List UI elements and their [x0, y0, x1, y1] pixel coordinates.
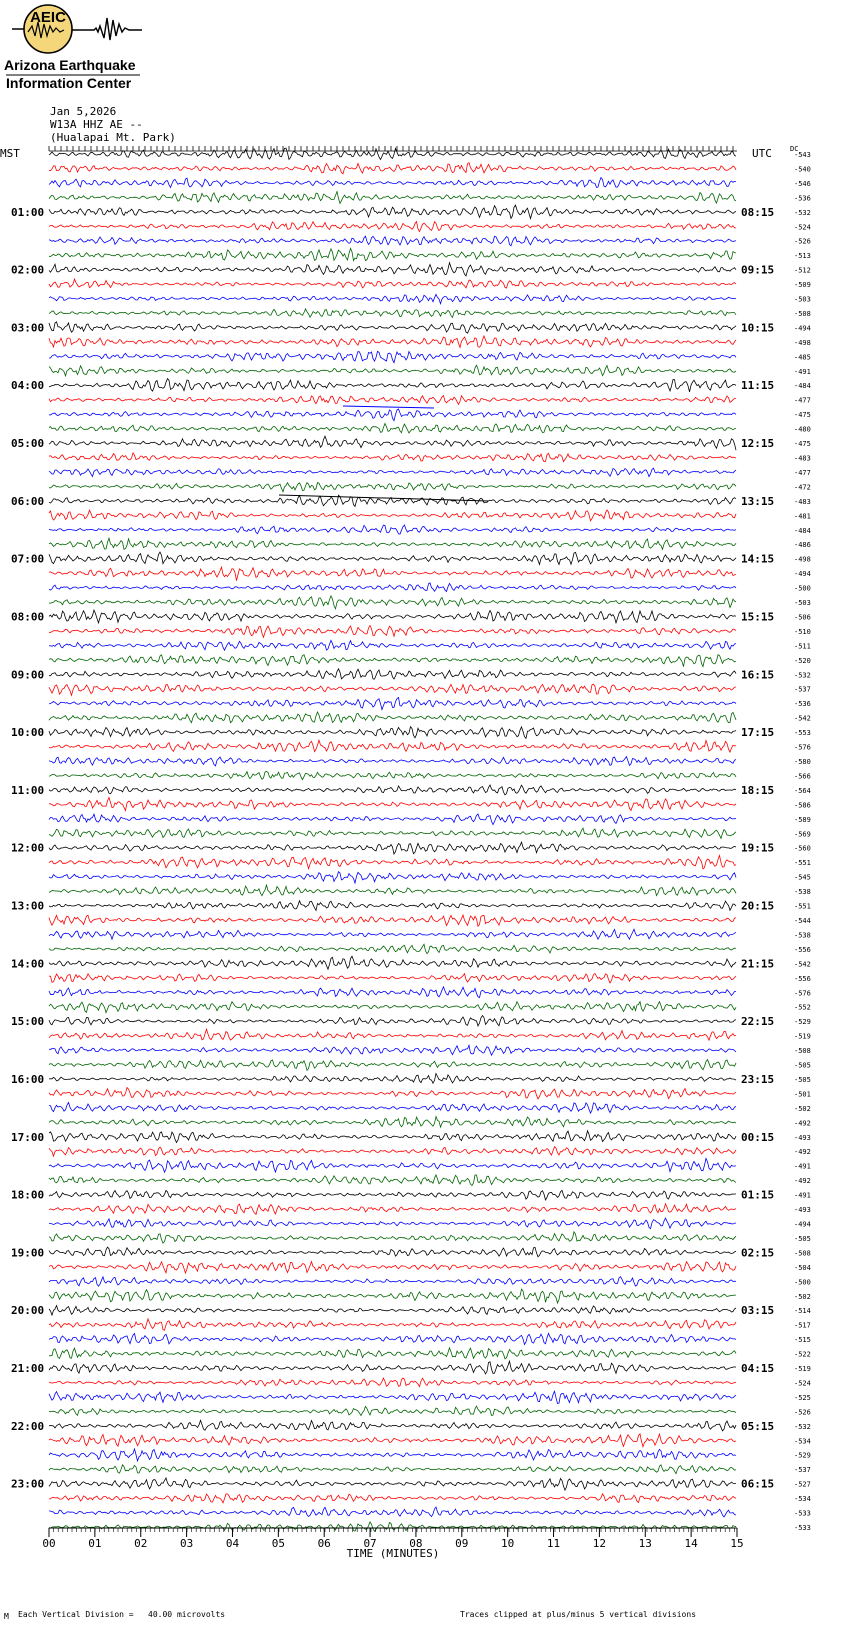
trace-line-4	[49, 205, 736, 218]
utc-time-label-8: 16:15	[741, 668, 775, 682]
dc-offset-label-63: -505	[794, 1061, 811, 1070]
dc-offset-label-86: -525	[794, 1393, 811, 1402]
mst-time-label-22: 23:00	[11, 1477, 45, 1491]
trace-line-12	[49, 322, 736, 333]
trace-line-72	[49, 1190, 736, 1200]
dc-offset-label-58: -576	[794, 989, 811, 998]
utc-time-label-0: 08:15	[741, 205, 775, 219]
trace-line-37	[49, 684, 736, 695]
header-station: W13A HHZ AE --	[50, 118, 143, 131]
dc-offset-label-61: -519	[794, 1032, 811, 1041]
utc-time-label-22: 06:15	[741, 1477, 775, 1491]
trace-line-70	[49, 1158, 736, 1172]
trace-line-25	[49, 510, 736, 521]
dc-offset-label-47: -569	[794, 830, 811, 839]
trace-line-63	[49, 1060, 736, 1071]
trace-line-57	[49, 974, 736, 983]
trace-line-16	[49, 379, 736, 392]
dc-offset-label-92: -527	[794, 1480, 811, 1489]
mst-time-label-0: 01:00	[11, 205, 45, 219]
mst-time-label-14: 15:00	[11, 1015, 45, 1029]
dc-offset-label-22: -477	[794, 468, 811, 477]
dc-offset-label-90: -529	[794, 1451, 811, 1460]
mst-time-label-12: 13:00	[11, 899, 45, 913]
trace-line-68	[49, 1131, 736, 1143]
trace-gap-segment-2	[279, 495, 488, 501]
trace-line-79	[49, 1289, 736, 1303]
trace-line-3	[49, 192, 736, 204]
trace-line-82	[49, 1333, 736, 1344]
dc-offset-label-69: -492	[794, 1148, 811, 1157]
trace-line-1	[49, 163, 736, 174]
dc-offset-label-78: -500	[794, 1278, 811, 1287]
dc-offset-label-60: -529	[794, 1018, 811, 1027]
dc-offset-label-76: -508	[794, 1249, 811, 1258]
dc-offset-label-51: -538	[794, 888, 811, 897]
trace-line-94	[49, 1507, 736, 1517]
dc-offset-label-19: -480	[794, 425, 811, 434]
x-tick-label-03: 03	[179, 1537, 194, 1550]
trace-line-86	[49, 1391, 736, 1403]
dc-offset-label-1: -540	[794, 165, 811, 174]
utc-time-label-18: 02:15	[741, 1246, 775, 1260]
trace-line-59	[49, 1002, 736, 1013]
dc-offset-label-33: -510	[794, 627, 811, 636]
mst-time-label-9: 10:00	[11, 726, 45, 740]
trace-line-13	[49, 336, 736, 348]
trace-line-2	[49, 178, 736, 188]
dc-offset-label-56: -542	[794, 960, 811, 969]
trace-line-35	[49, 655, 736, 667]
trace-line-47	[49, 828, 736, 838]
mst-time-label-3: 04:00	[11, 379, 45, 393]
trace-line-42	[49, 757, 736, 766]
utc-time-label-1: 09:15	[741, 263, 775, 277]
x-tick-label-10: 10	[501, 1537, 515, 1550]
dc-offset-label-2: -546	[794, 179, 811, 188]
trace-line-26	[49, 525, 736, 534]
x-tick-label-14: 14	[684, 1537, 698, 1550]
dc-offset-label-75: -505	[794, 1234, 811, 1243]
trace-line-53	[49, 915, 736, 926]
dc-offset-label-39: -542	[794, 714, 811, 723]
dc-offset-label-12: -494	[794, 324, 811, 333]
trace-line-90	[49, 1449, 736, 1461]
dc-offset-label-65: -501	[794, 1090, 811, 1099]
utc-time-label-6: 14:15	[741, 552, 775, 566]
dc-offset-label-49: -551	[794, 859, 811, 868]
dc-offset-label-40: -553	[794, 729, 811, 738]
trace-line-69	[49, 1147, 736, 1157]
dc-offset-label-62: -508	[794, 1047, 811, 1056]
utc-time-label-12: 20:15	[741, 899, 775, 913]
utc-time-label-2: 10:15	[741, 321, 775, 335]
utc-time-label-3: 11:15	[741, 379, 775, 393]
dc-offset-label-52: -551	[794, 902, 811, 911]
mst-time-label-4: 05:00	[11, 437, 45, 451]
dc-offset-label-70: -491	[794, 1162, 811, 1171]
trace-line-30	[49, 583, 736, 592]
dc-offset-label-80: -514	[794, 1307, 811, 1316]
trace-line-49	[49, 855, 736, 869]
trace-line-48	[49, 842, 736, 854]
trace-line-21	[49, 453, 736, 462]
mst-time-label-11: 12:00	[11, 841, 45, 855]
x-tick-label-12: 12	[592, 1537, 607, 1550]
mst-time-label-5: 06:00	[11, 494, 45, 508]
dc-offset-label-28: -498	[794, 555, 811, 564]
trace-line-80	[49, 1306, 736, 1316]
trace-line-67	[49, 1117, 736, 1128]
mst-time-label-8: 09:00	[11, 668, 45, 682]
trace-line-46	[49, 814, 736, 825]
dc-offset-label-64: -505	[794, 1075, 811, 1084]
dc-offset-label-48: -560	[794, 844, 811, 853]
footer-clip-note: Traces clipped at plus/minus 5 vertical divisions	[460, 1610, 697, 1619]
utc-time-label-13: 21:15	[741, 957, 775, 971]
dc-offset-label-18: -475	[794, 411, 811, 420]
dc-offset-label-89: -534	[794, 1437, 811, 1446]
dc-offset-label-20: -475	[794, 440, 811, 449]
trace-line-15	[49, 365, 736, 376]
mst-time-label-7: 08:00	[11, 610, 45, 624]
trace-line-22	[49, 468, 736, 476]
dc-offset-label-32: -506	[794, 613, 811, 622]
trace-line-44	[49, 785, 736, 795]
x-tick-label-13: 13	[638, 1537, 652, 1550]
dc-offset-label-27: -486	[794, 541, 811, 550]
trace-line-17	[49, 396, 736, 405]
dc-offset-label-79: -502	[794, 1292, 811, 1301]
x-tick-label-01: 01	[88, 1537, 102, 1550]
trace-line-75	[49, 1232, 736, 1243]
dc-offset-label-30: -500	[794, 584, 811, 593]
logo-title-line1: Arizona Earthquake	[4, 57, 136, 73]
trace-line-28	[49, 552, 736, 564]
mst-time-label-20: 21:00	[11, 1362, 45, 1376]
dc-offset-label-14: -485	[794, 353, 811, 362]
trace-line-10	[49, 294, 736, 303]
mst-time-label-16: 17:00	[11, 1130, 45, 1144]
dc-offset-label-93: -534	[794, 1495, 811, 1504]
utc-time-label-5: 13:15	[741, 494, 775, 508]
dc-offset-label-17: -477	[794, 396, 811, 405]
utc-axis-label: UTC	[752, 147, 772, 160]
dc-offset-label-57: -556	[794, 974, 811, 983]
trace-line-76	[49, 1247, 736, 1257]
dc-offset-label-87: -526	[794, 1408, 811, 1417]
trace-line-62	[49, 1045, 736, 1055]
trace-line-20	[49, 436, 736, 450]
dc-offset-label-88: -532	[794, 1422, 811, 1431]
dc-offset-label-66: -502	[794, 1104, 811, 1113]
dc-offset-label-46: -589	[794, 815, 811, 824]
trace-line-84	[49, 1361, 736, 1374]
x-tick-label-04: 04	[225, 1537, 240, 1550]
trace-line-19	[49, 424, 736, 434]
trace-line-50	[49, 872, 736, 883]
trace-gap-segment-1	[343, 406, 434, 408]
trace-line-61	[49, 1029, 736, 1040]
trace-line-18	[49, 409, 736, 421]
header-date: Jan 5,2026	[50, 105, 117, 118]
utc-time-label-11: 19:15	[741, 841, 775, 855]
trace-line-83	[49, 1348, 736, 1359]
mst-time-label-21: 22:00	[11, 1419, 45, 1433]
dc-offset-label-82: -515	[794, 1336, 811, 1345]
dc-offset-label-71: -492	[794, 1177, 811, 1186]
x-tick-label-08: 08	[409, 1537, 423, 1550]
mst-time-label-1: 02:00	[11, 263, 45, 277]
trace-line-85	[49, 1378, 736, 1387]
x-tick-label-15: 15	[730, 1537, 744, 1550]
dc-offset-label-44: -564	[794, 786, 811, 795]
dc-offset-label-6: -526	[794, 237, 811, 246]
trace-line-32	[49, 610, 736, 623]
utc-time-label-7: 15:15	[741, 610, 775, 624]
dc-offset-label-85: -524	[794, 1379, 811, 1388]
dc-offset-label-16: -484	[794, 382, 811, 391]
mst-time-label-15: 16:00	[11, 1072, 45, 1086]
dc-offset-label-15: -491	[794, 367, 811, 376]
dc-offset-label-84: -519	[794, 1365, 811, 1374]
utc-time-label-20: 04:15	[741, 1362, 775, 1376]
trace-line-43	[49, 772, 736, 780]
trace-line-73	[49, 1204, 736, 1215]
dc-offset-label-36: -532	[794, 671, 811, 680]
trace-line-55	[49, 944, 736, 954]
logo-title-line2: Information Center	[6, 75, 132, 91]
utc-time-label-4: 12:15	[741, 437, 775, 451]
dc-offset-label-11: -508	[794, 309, 811, 318]
dc-offset-label-26: -484	[794, 526, 811, 535]
dc-offset-label-95: -533	[794, 1524, 811, 1532]
dc-offset-label-83: -522	[794, 1350, 811, 1359]
trace-line-24	[49, 495, 736, 506]
mst-time-label-2: 03:00	[11, 321, 45, 335]
trace-line-9	[49, 279, 736, 288]
dc-offset-label-35: -520	[794, 656, 811, 665]
trace-line-14	[49, 351, 736, 362]
dc-offset-label-25: -481	[794, 512, 811, 521]
x-tick-label-05: 05	[271, 1537, 285, 1550]
mst-time-label-17: 18:00	[11, 1188, 45, 1202]
dc-offset-label-55: -556	[794, 945, 811, 954]
dc-offset-label-24: -483	[794, 497, 811, 506]
trace-line-81	[49, 1319, 736, 1330]
dc-offset-label-3: -536	[794, 194, 811, 203]
footer-corner-mark: M	[4, 1612, 9, 1621]
trace-line-91	[49, 1465, 736, 1474]
utc-time-label-19: 03:15	[741, 1304, 775, 1318]
x-tick-label-07: 07	[363, 1537, 377, 1550]
trace-line-71	[49, 1175, 736, 1186]
x-axis-title: TIME (MINUTES)	[346, 1547, 440, 1560]
dc-offset-label-50: -545	[794, 873, 811, 882]
trace-line-38	[49, 698, 736, 710]
dc-offset-label-29: -494	[794, 570, 811, 579]
trace-line-45	[49, 798, 736, 811]
trace-line-58	[49, 987, 736, 998]
dc-offset-label-13: -498	[794, 338, 811, 347]
trace-line-88	[49, 1420, 736, 1431]
dc-offset-label-21: -483	[794, 454, 811, 463]
dc-offset-label-7: -513	[794, 252, 811, 261]
x-tick-label-09: 09	[455, 1537, 469, 1550]
x-tick-label-02: 02	[134, 1537, 148, 1550]
dc-offset-label-9: -509	[794, 281, 811, 290]
trace-line-87	[49, 1406, 736, 1416]
mst-time-label-18: 19:00	[11, 1246, 45, 1260]
dc-offset-label-8: -512	[794, 266, 811, 275]
dc-offset-label-67: -492	[794, 1119, 811, 1128]
utc-time-label-15: 23:15	[741, 1072, 775, 1086]
trace-line-39	[49, 712, 736, 723]
x-tick-label-06: 06	[317, 1537, 331, 1550]
dc-offset-label-45: -586	[794, 801, 811, 810]
dc-offset-label-59: -552	[794, 1003, 811, 1012]
dc-offset-label-68: -493	[794, 1133, 811, 1142]
dc-offset-label-0: -543	[794, 151, 811, 159]
x-tick-label-00: 00	[42, 1537, 56, 1550]
dc-offset-label-53: -544	[794, 916, 811, 925]
trace-line-65	[49, 1088, 736, 1100]
trace-line-92	[49, 1478, 736, 1490]
dc-offset-label-43: -566	[794, 772, 811, 781]
dc-offset-label-42: -580	[794, 758, 811, 767]
trace-line-0	[49, 148, 736, 159]
trace-line-66	[49, 1103, 736, 1114]
dc-offset-label-10: -503	[794, 295, 811, 304]
dc-offset-label-73: -493	[794, 1206, 811, 1215]
dc-offset-label-94: -533	[794, 1509, 811, 1518]
dc-offset-label-4: -532	[794, 208, 811, 217]
dc-offset-label-54: -538	[794, 931, 811, 940]
utc-time-label-16: 00:15	[741, 1130, 775, 1144]
mst-time-label-6: 07:00	[11, 552, 45, 566]
trace-line-41	[49, 740, 736, 752]
utc-time-label-10: 18:15	[741, 783, 775, 797]
trace-line-40	[49, 727, 736, 739]
trace-line-74	[49, 1218, 736, 1229]
trace-line-8	[49, 263, 736, 276]
trace-line-51	[49, 885, 736, 896]
trace-line-23	[49, 483, 736, 492]
dc-offset-label-72: -491	[794, 1191, 811, 1200]
trace-line-11	[49, 309, 736, 318]
trace-line-29	[49, 567, 736, 581]
utc-time-label-9: 17:15	[741, 726, 775, 740]
trace-line-7	[49, 248, 736, 260]
trace-line-77	[49, 1262, 736, 1273]
dc-offset-label-38: -536	[794, 700, 811, 709]
dc-offset-label-5: -524	[794, 223, 811, 232]
dc-offset-label-37: -537	[794, 685, 811, 694]
trace-line-34	[49, 640, 736, 650]
trace-line-54	[49, 929, 736, 939]
dc-offset-label-31: -503	[794, 599, 811, 608]
trace-line-33	[49, 626, 736, 638]
trace-line-5	[49, 222, 736, 232]
trace-line-78	[49, 1277, 736, 1287]
mst-time-label-13: 14:00	[11, 957, 45, 971]
trace-line-89	[49, 1434, 736, 1447]
dc-offset-label-81: -517	[794, 1321, 811, 1330]
utc-time-label-17: 01:15	[741, 1188, 775, 1202]
trace-line-36	[49, 669, 736, 679]
mst-time-label-19: 20:00	[11, 1304, 45, 1318]
dc-offset-label-34: -511	[794, 642, 811, 651]
header-site: (Hualapai Mt. Park)	[50, 131, 176, 144]
dc-offset-label-74: -494	[794, 1220, 811, 1229]
trace-line-6	[49, 236, 736, 246]
trace-line-93	[49, 1494, 736, 1503]
trace-line-56	[49, 956, 736, 969]
x-tick-label-11: 11	[546, 1537, 561, 1550]
trace-line-60	[49, 1016, 736, 1026]
dc-axis-label: DC	[790, 145, 799, 153]
mst-axis-label: MST	[0, 147, 20, 160]
utc-time-label-14: 22:15	[741, 1015, 775, 1029]
footer-scale-note: Each Vertical Division = 40.00 microvolts	[18, 1610, 226, 1619]
trace-line-31	[49, 596, 736, 609]
utc-time-label-21: 05:15	[741, 1419, 775, 1433]
dc-offset-label-91: -537	[794, 1466, 811, 1475]
dc-offset-label-23: -472	[794, 483, 811, 492]
logo-monogram: AEIC	[30, 9, 66, 26]
mst-time-label-10: 11:00	[11, 783, 45, 797]
dc-offset-label-41: -576	[794, 743, 811, 752]
dc-offset-label-77: -504	[794, 1263, 811, 1272]
trace-line-27	[49, 538, 736, 549]
trace-line-52	[49, 901, 736, 911]
trace-line-64	[49, 1074, 736, 1084]
